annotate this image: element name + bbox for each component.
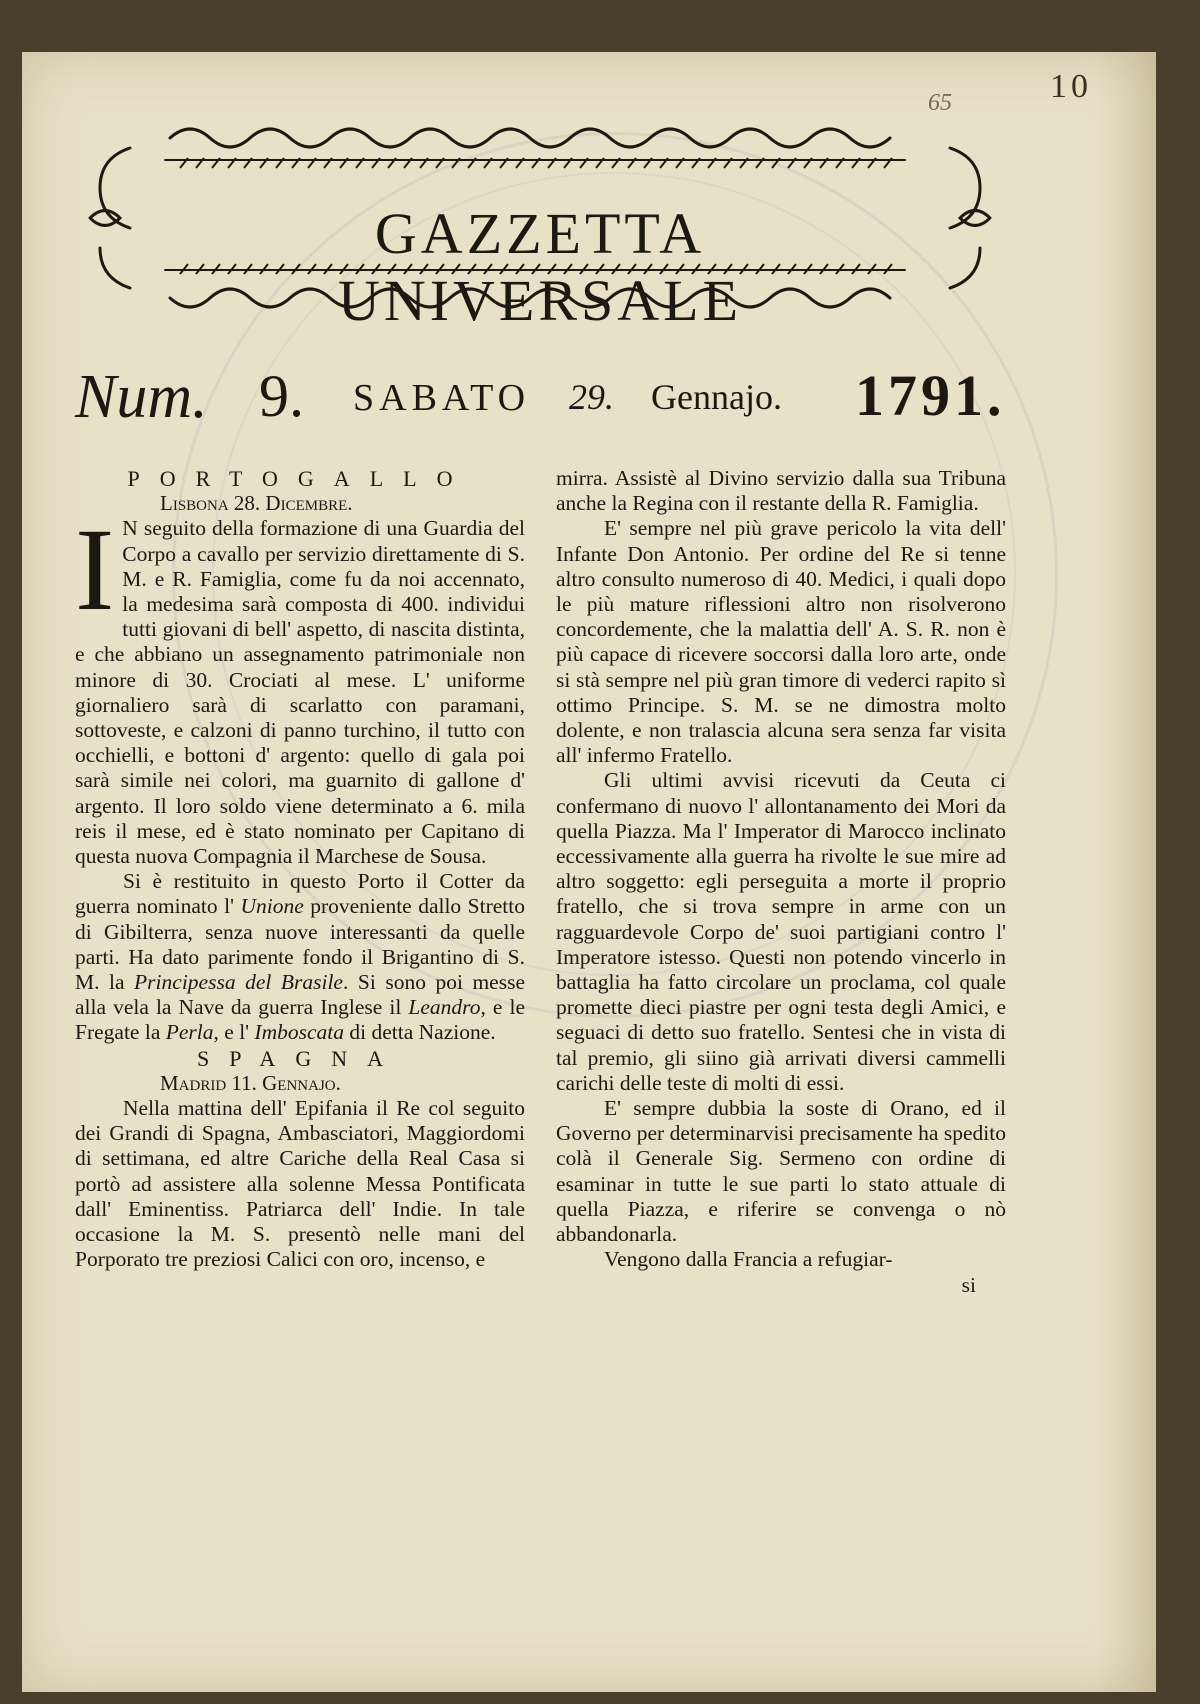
drop-cap: I — [75, 504, 115, 636]
article-paragraph: I N seguito della formazione di una Guardia del Corpo a cavallo per servizio direttamente di S. M. e R. Famiglia, come fu da noi accennato, la medesima sarà composta di 400. individui tutti giovani di bell' aspetto, di nascita distinta, e che abbiano un assegnamento patrimoniale non minore di 30. Crociati al mese. L' uniforme giornaliero sarà di scarlatto con paramani, sottoveste, e calzoni di panno turchino, il tutto con occhielli, e bottoni d' argento: quello di gala poi sarà simile nei colori, ma guarnito di gallone d' argento. Il loro soldo viene determinato a 6. mila reis il mese, ed è stato nominato per Capitano di questa nuova Compagnia il Marchese de Sousa. — [75, 504, 525, 869]
country-heading-portugal: PORTOGALLO — [127, 466, 473, 491]
handwritten-page-number: 65 — [928, 90, 952, 116]
country-heading-spain: SPAGNA — [196, 1045, 403, 1071]
article-paragraph: Gli ultimi avvisi ricevuti da Ceuta ci confermano di nuovo l' allontanamento dei Mori da quella Piazza. Ma l' Imperator di Marocco inclinato eccessivamente alla guerra ha rivolte le sue mire ad altro soggetto: egli perseguita a morte il proprio fratello, che si trova sempre in arme con un ragguardevole Corpo de' suoi partigiani contro l' Imperatore istesso. Questi non potendo vincerlo in battaglia ha fatto circolare un proclama, col quale promette dieci piastre per ogni testa degli Amici, e seguaci di detto suo fratello. Sentesi che in vista di tal premio, gli siino già arrivati diversi cammelli carichi delle teste di molti di essi. — [556, 768, 1006, 1095]
month: Gennajo. — [651, 377, 782, 417]
right-column — [556, 466, 1006, 1298]
article-paragraph: Vengono dalla Francia a refugiar- — [604, 1247, 893, 1272]
issue-number: 9. — [259, 363, 304, 429]
masthead — [70, 118, 1010, 338]
article-paragraph: Nella mattina dell' Epifania il Re col seguito dei Grandi di Spagna, Ambasciatori, Maggiordomi di settimana, ed altre Cariche della Real Casa si portò ad assistere alla solenne Messa Pontificata dall' Eminentiss. Patriarca dell' Indie. In tale occasione la M. S. presentò nelle mani del Porporato tre preziosi Calici con oro, incenso, e — [75, 1096, 525, 1272]
left-column — [75, 466, 525, 1273]
number-label: Num. — [75, 363, 208, 431]
article-paragraph: E' sempre nel più grave pericolo la vita dell' Infante Don Antonio. Per ordine del Re si tenne altro consulto numeroso di 40. Medici, i quali dopo le più mature riflessioni altro non risolverono concordemente, che la malattia dell' A. S. R. non è più capace di ricevere soccorsi dalla loro arte, onde si stà sempre nel più gran timore di vederci rapito sì ottimo Principe. S. M. se ne dimostra molto dolente, e non tralascia alcuna sera senza far visita all' infermo Fratello. — [556, 516, 1006, 768]
issue-dateline — [75, 362, 1015, 442]
article-paragraph: E' sempre dubbia la soste di Orano, ed il Governo per determinarvisi precisamente ha spedito colà il Generale Sig. Sermeno con ordine di esaminar in tutte le sue parti lo stato attuale di quella Piazza, e riferire se convenga o nò abbandonarla. — [556, 1096, 1006, 1247]
place-dateline-madrid: Madrid 11. Gennajo. — [160, 1070, 341, 1095]
stamped-page-number: 10 — [1050, 68, 1092, 105]
newspaper-title: GAZZETTA UNIVERSALE — [337, 201, 743, 333]
catchword: si — [961, 1272, 976, 1297]
day-of-month: 29. — [569, 377, 614, 417]
article-paragraph: Si è restituito in questo Porto il Cotter da guerra nominato l' Unione proveniente dallo Stretto di Gibilterra, senza nuove interessanti da quelle parti. Ha dato parimente fondo il Brigantino di S. M. la Principessa del Brasile. Si sono poi messe alla vela la Nave da guerra Inglese il Leandro, e le Fregate la Perla, e l' Imboscata di detta Nazione. — [75, 869, 525, 1045]
article-paragraph: mirra. Assistè al Divino servizio dalla sua Tribuna anche la Regina con il restante della R. Famiglia. — [556, 466, 1006, 516]
weekday: SABATO — [353, 377, 531, 419]
place-dateline-lisbon: Lisbona 28. Dicembre. — [160, 491, 353, 516]
year: 1791. — [855, 363, 1006, 428]
